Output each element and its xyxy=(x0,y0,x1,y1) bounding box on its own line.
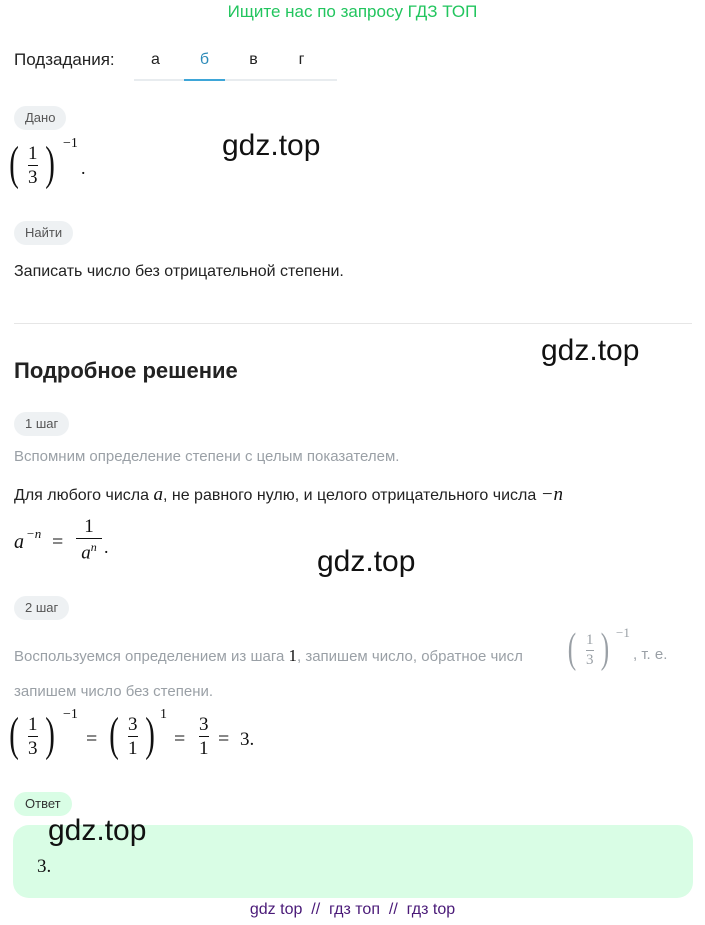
denominator: 3 xyxy=(28,167,38,189)
tab-b[interactable]: б xyxy=(199,51,210,68)
formula-base: a xyxy=(14,531,24,553)
watermark-1: gdz.top xyxy=(222,129,321,162)
fraction-bar xyxy=(28,165,38,166)
left-paren: ( xyxy=(9,137,19,190)
var-neg-n: −n xyxy=(540,484,564,505)
step2-text-d: запишем число без степени. xyxy=(14,683,214,700)
equals-2: = xyxy=(174,728,186,750)
step2-inline-expr: ( 1 3 ) −1 xyxy=(567,625,630,672)
formula-period: . xyxy=(104,537,109,557)
answer-value: 3. xyxy=(37,856,52,877)
eq-result: 3. xyxy=(240,729,255,750)
subtasks-label: Подзадания: xyxy=(14,50,115,69)
period: . xyxy=(81,158,86,178)
active-tab-indicator xyxy=(184,79,225,81)
promo-banner: Ищите нас по запросу ГДЗ ТОП xyxy=(227,2,478,21)
given-fraction xyxy=(28,144,38,187)
step2-equation: ( 1 3 ) −1 = ( 3 1 ) 1 = 3 1 = 3. xyxy=(9,707,255,761)
divider xyxy=(14,323,692,324)
watermark-3: gdz.top xyxy=(317,545,416,578)
given-chip: Дано xyxy=(14,106,66,130)
find-text: Записать число без отрицательной степени. xyxy=(14,263,344,280)
formula-eq: = xyxy=(52,531,64,553)
tab-g[interactable]: г xyxy=(298,51,305,68)
rule-text-b: , не равного нулю, и целого отрицательного числа xyxy=(162,487,541,504)
fraction-bar xyxy=(76,538,102,539)
step1-formula xyxy=(14,517,134,567)
watermark-2: gdz.top xyxy=(541,334,640,367)
solution-title: Подробное решение xyxy=(14,358,238,383)
step2-text: Воспользуемся определением из шага 1, запишем число, обратное числ xyxy=(14,646,523,665)
formula-fraction xyxy=(76,517,102,563)
var-a: a xyxy=(153,484,163,505)
step1-chip: 1 шаг xyxy=(14,412,69,436)
numerator: 1 xyxy=(28,143,38,164)
step1-intro: Вспомним определение степени с целым показателем. xyxy=(14,448,400,465)
exponent: −1 xyxy=(63,136,78,151)
tab-a[interactable]: а xyxy=(151,51,160,68)
step-ref: 1 xyxy=(288,646,297,665)
denominator: $a^n$ xyxy=(81,540,97,564)
footer-links[interactable]: gdz top // гдз топ // гдз top xyxy=(249,901,456,918)
equals-1: = xyxy=(86,728,98,750)
step1-rule xyxy=(14,484,563,506)
answer-chip: Ответ xyxy=(14,792,72,816)
tab-v[interactable]: в xyxy=(249,51,258,68)
step2-chip: 2 шаг xyxy=(14,596,69,620)
rule-text-a: Для любого числа xyxy=(14,487,154,504)
right-paren: ) xyxy=(45,137,55,190)
find-chip: Найти xyxy=(14,221,73,245)
formula-exp: −n xyxy=(26,526,42,541)
watermark-4: gdz.top xyxy=(48,814,147,847)
numerator: 1 xyxy=(84,516,94,537)
equals-3: = xyxy=(218,728,230,750)
step2-text-c: , т. е. xyxy=(633,646,668,663)
tabs-underline xyxy=(134,79,337,81)
